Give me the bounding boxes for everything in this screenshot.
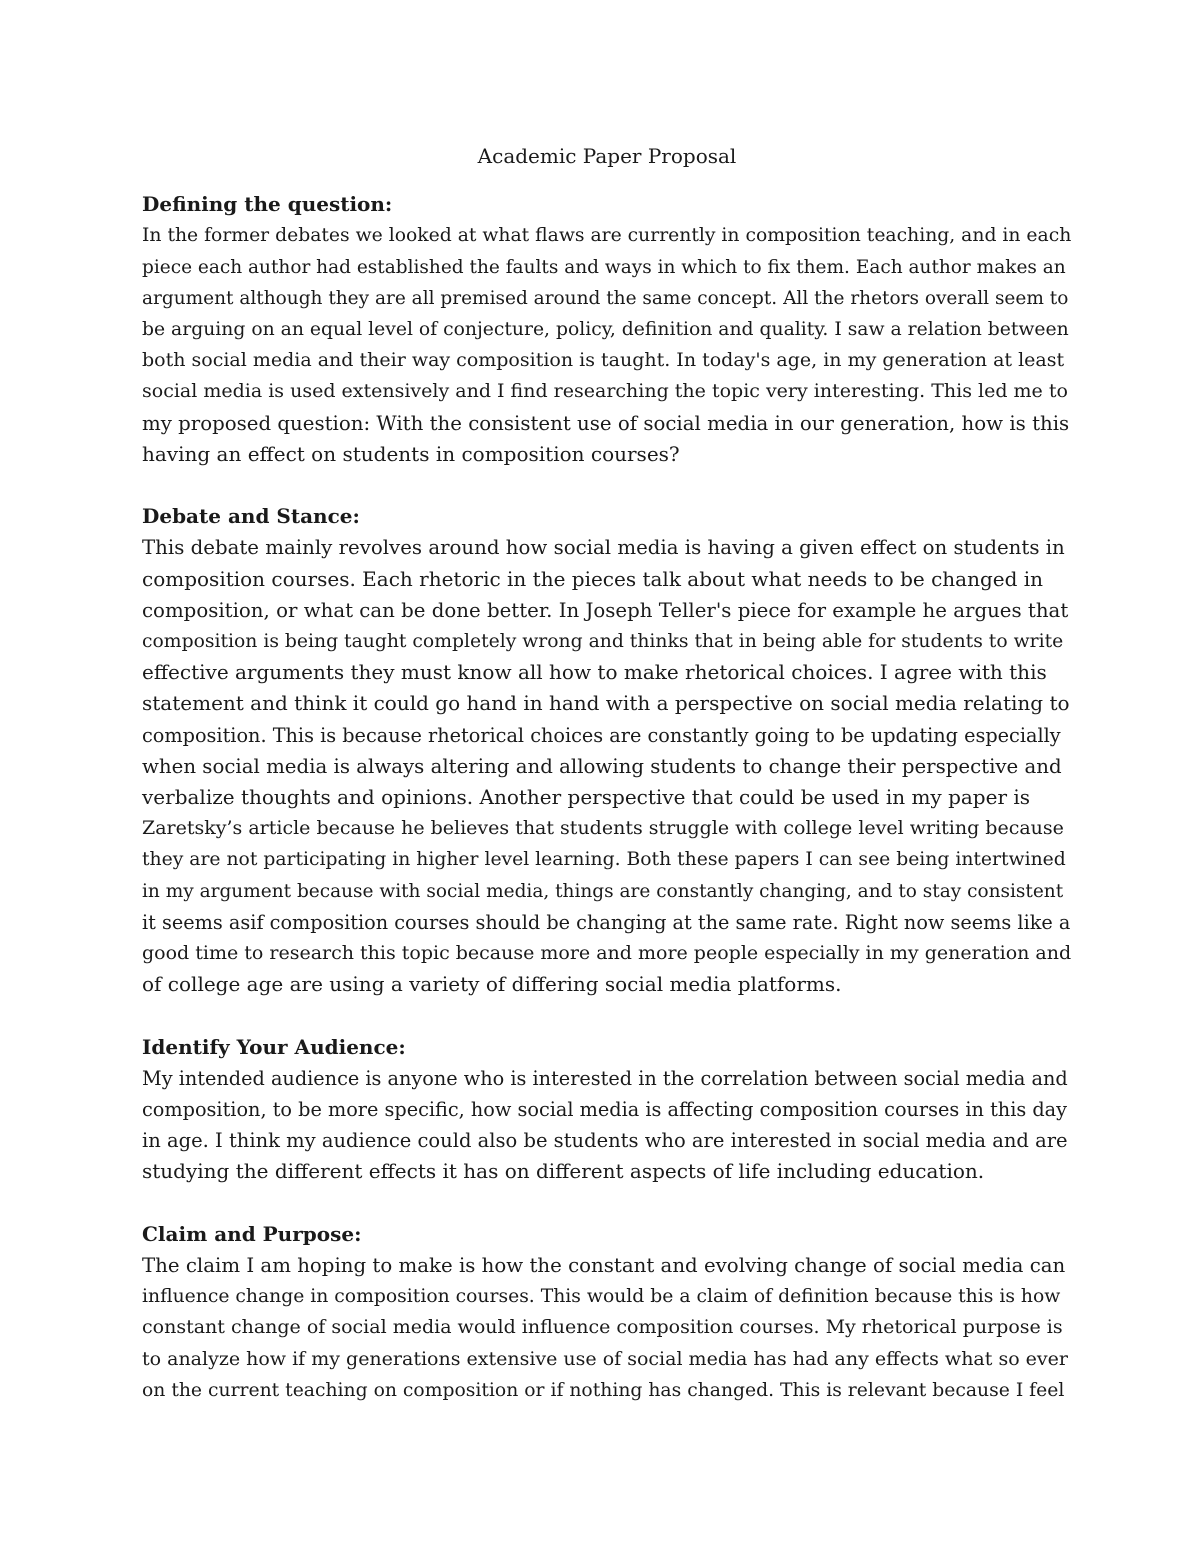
paragraph-line: composition, or what can be done better. In Joseph Teller's piece for example he argues that: [142, 598, 1069, 622]
section-heading: Defining the question:: [142, 192, 393, 217]
paragraph-line: having an effect on students in composition courses?: [142, 441, 680, 466]
paragraph-line: both social media and their way composition is taught. In today's age, in my generation at least: [142, 349, 1065, 372]
section-heading: Debate and Stance:: [142, 504, 360, 529]
paragraph-line: composition courses. Each rhetoric in the pieces talk about what needs to be changed in: [142, 566, 1044, 591]
paragraph-line: composition is being taught completely wrong and thinks that in being able for students to write: [142, 631, 1064, 653]
paragraph-line: it seems asif composition courses should be changing at the same rate. Right now seems like a: [142, 910, 1071, 934]
document-title: Academic Paper Proposal: [477, 144, 737, 168]
section-heading: Identify Your Audience:: [142, 1034, 406, 1059]
paragraph-line: studying the different effects it has on different aspects of life including education.: [142, 1159, 985, 1184]
paragraph-line: on the current teaching on composition or if nothing has changed. This is relevant because I feel: [142, 1379, 1065, 1401]
paragraph-line: to analyze how if my generations extensive use of social media has had any effects what so ever: [142, 1347, 1068, 1370]
paragraph-line: they are not participating in higher level learning. Both these papers I can see being intertwined: [142, 849, 1066, 871]
section: [142, 1032, 1072, 1188]
document-body: [142, 141, 1072, 1437]
paragraph-line: The claim I am hoping to make is how the constant and evolving change of social media can: [142, 1254, 1066, 1278]
section-heading: Claim and Purpose:: [142, 1221, 362, 1246]
section: [142, 501, 1072, 1000]
paragraph-line: good time to research this topic because more and more people especially in my generation and: [142, 942, 1072, 965]
paragraph-line: in age. I think my audience could also be students who are interested in social media and are: [142, 1129, 1068, 1153]
paragraph-line: composition. This is because rhetorical choices are constantly going to be updating especially: [142, 723, 1061, 747]
paragraph-line: statement and think it could go hand in hand with a perspective on social media relating to: [142, 691, 1070, 716]
paragraph-line: influence change in composition courses. This would be a claim of definition because this is how: [142, 1286, 1061, 1308]
paragraph-line: constant change of social media would influence composition courses. My rhetorical purpose is: [142, 1316, 1063, 1339]
paragraph-line: My intended audience is anyone who is interested in the correlation between social media and: [142, 1066, 1068, 1090]
paragraph-line: social media is used extensively and I find researching the topic very interesting. This led me to: [142, 380, 1068, 403]
paragraph-line: when social media is always altering and allowing students to change their perspective and: [142, 754, 1062, 778]
paragraph-line: This debate mainly revolves around how social media is having a given effect on students in: [142, 536, 1065, 560]
paragraph-line: my proposed question: With the consistent use of social media in our generation, how is this: [142, 411, 1070, 435]
paragraph-line: of college age are using a variety of differing social media platforms.: [142, 972, 842, 997]
paragraph-line: in my argument because with social media, things are constantly changing, and to stay consistent: [142, 880, 1064, 902]
section: [142, 1219, 1072, 1406]
paragraph-line: composition, to be more specific, how social media is affecting composition courses in this day: [142, 1098, 1068, 1122]
paragraph-line: argument although they are all premised around the same concept. All the rhetors overall seem to: [142, 287, 1069, 309]
paragraph-line: In the former debates we looked at what flaws are currently in composition teaching, and in each: [142, 225, 1072, 247]
section: [142, 189, 1072, 470]
paragraph-line: be arguing on an equal level of conjecture, policy, definition and quality. I saw a relation between: [142, 319, 1069, 341]
paragraph-line: effective arguments they must know all how to make rhetorical choices. I agree with this: [142, 660, 1047, 685]
paragraph-line: Zaretsky’s article because he believes that students struggle with college level writing because: [142, 817, 1064, 840]
document-sections: [142, 189, 1072, 1406]
paragraph-line: piece each author had established the faults and ways in which to fix them. Each author makes an: [142, 256, 1066, 278]
paragraph-line: verbalize thoughts and opinions. Another perspective that could be used in my paper is: [142, 785, 1031, 810]
